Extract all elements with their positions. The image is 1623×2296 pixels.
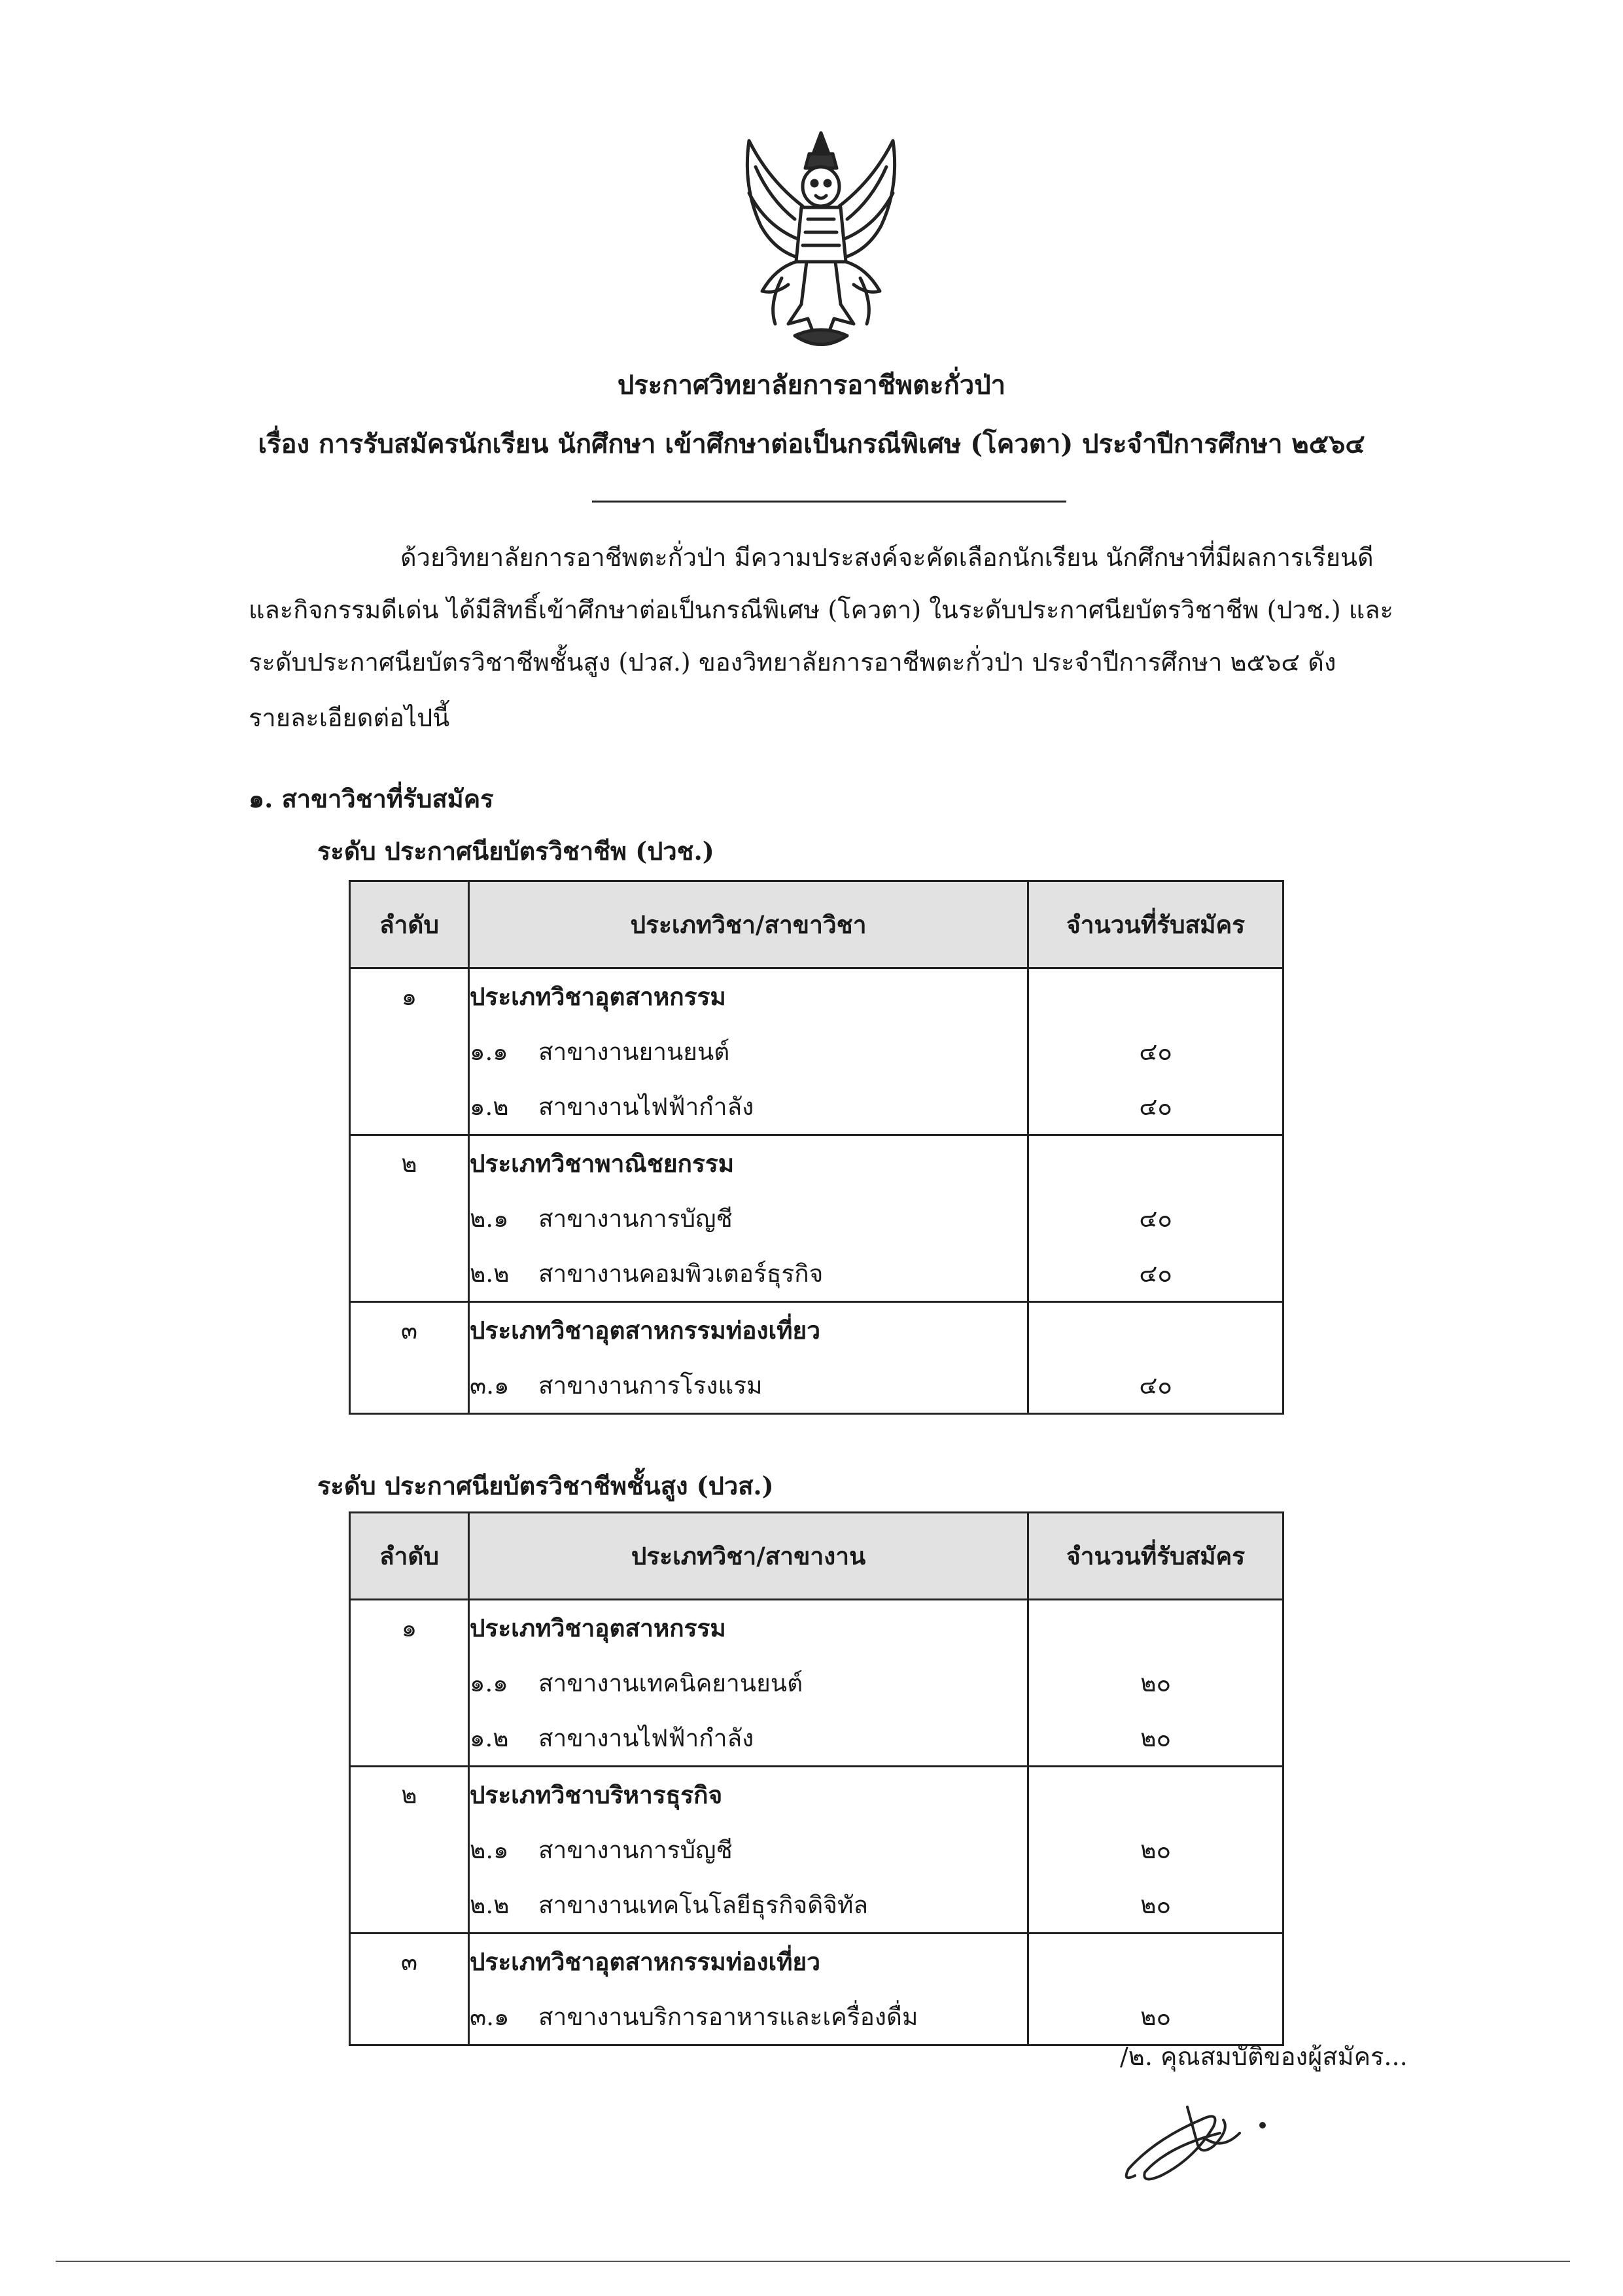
program-cell xyxy=(468,1079,1028,1135)
program-cell xyxy=(468,1655,1028,1710)
intro-line-2: และกิจกรรมดีเด่น ได้มีสิทธิ์เข้าศึกษาต่อเป็นกรณีพิเศษ (โควตา) ในระดับประกาศนียบัตรวิชาชีพ (ปวช.) และ xyxy=(249,595,1393,624)
table-row xyxy=(350,1934,1283,1990)
program-name: สาขางานเทคโนโลยีธุรกิจดิจิทัล xyxy=(538,1890,869,1919)
pvc-quota-table xyxy=(349,880,1284,1415)
program-name: สาขางานยานยนต์ xyxy=(538,1037,730,1066)
garuda-emblem-icon xyxy=(729,128,913,353)
group-number xyxy=(350,1710,469,1767)
count-cell: ๒๐ xyxy=(1028,1877,1283,1934)
table-row xyxy=(350,1246,1283,1302)
table-row xyxy=(350,1302,1283,1358)
table-row xyxy=(350,1767,1283,1823)
pvs-level-heading: ระดับ ประกาศนียบัตรวิชาชีพชั้นสูง (ปวส.) xyxy=(317,1471,774,1500)
page-bottom-rule xyxy=(56,2261,1570,2262)
table-row xyxy=(350,1024,1283,1079)
group-number xyxy=(350,1246,469,1302)
category-name: ประเภทวิชาพาณิชยกรรม xyxy=(468,1135,1028,1192)
category-name: ประเภทวิชาบริหารธุรกิจ xyxy=(468,1767,1028,1823)
pvc-level-heading: ระดับ ประกาศนียบัตรวิชาชีพ (ปวช.) xyxy=(317,836,714,866)
program-cell xyxy=(468,1358,1028,1414)
pvs-quota-table xyxy=(349,1511,1284,2046)
group-number xyxy=(350,1877,469,1934)
section-1-heading: ๑. สาขาวิชาที่รับสมัคร xyxy=(249,784,494,813)
signature-icon xyxy=(1115,2094,1292,2185)
program-name: สาขางานคอมพิวเตอร์ธุรกิจ xyxy=(538,1259,824,1288)
group-number: ๑ xyxy=(350,1600,469,1656)
count-cell xyxy=(1028,1302,1283,1358)
count-cell xyxy=(1028,968,1283,1025)
program-cell xyxy=(468,1191,1028,1246)
table-row xyxy=(350,1191,1283,1246)
program-code: ๑.๑ xyxy=(469,1037,508,1066)
group-number xyxy=(350,1024,469,1079)
program-name: สาขางานเทคนิคยานยนต์ xyxy=(538,1669,803,1697)
intro-line-1: ด้วยวิทยาลัยการอาชีพตะกั่วป่า มีความประสงค์จะคัดเลือกนักเรียน นักศึกษาที่มีผลการเรียนดี xyxy=(400,543,1374,572)
table-row xyxy=(350,1135,1283,1192)
count-cell: ๔๐ xyxy=(1028,1191,1283,1246)
group-number: ๓ xyxy=(350,1302,469,1358)
intro-line-4: รายละเอียดต่อไปนี้ xyxy=(249,703,450,732)
group-number: ๒ xyxy=(350,1135,469,1192)
program-cell xyxy=(468,1246,1028,1302)
program-name: สาขางานการโรงแรม xyxy=(538,1371,763,1400)
table-header-row xyxy=(350,1513,1283,1600)
count-cell: ๔๐ xyxy=(1028,1079,1283,1135)
title-divider xyxy=(592,501,1066,503)
program-cell xyxy=(468,1877,1028,1934)
count-cell: ๒๐ xyxy=(1028,1822,1283,1877)
category-name: ประเภทวิชาอุตสาหกรรม xyxy=(468,968,1028,1025)
group-number xyxy=(350,1822,469,1877)
program-code: ๒.๑ xyxy=(469,1835,509,1864)
program-cell xyxy=(468,1989,1028,2045)
column-header-no: ลำดับ xyxy=(350,1513,469,1600)
count-cell xyxy=(1028,1934,1283,1990)
program-cell xyxy=(468,1822,1028,1877)
program-code: ๒.๑ xyxy=(469,1204,509,1233)
table-row xyxy=(350,1710,1283,1767)
program-name: สาขางานการบัญชี xyxy=(538,1204,733,1233)
column-header-no: ลำดับ xyxy=(350,881,469,968)
continued-next-page: /๒. คุณสมบัติของผู้สมัคร... xyxy=(1120,2042,1408,2071)
program-code: ๓.๑ xyxy=(469,2002,510,2031)
group-number xyxy=(350,1191,469,1246)
column-header-count: จำนวนที่รับสมัคร xyxy=(1028,881,1283,968)
program-cell xyxy=(468,1024,1028,1079)
program-code: ๑.๒ xyxy=(469,1092,509,1121)
count-cell xyxy=(1028,1135,1283,1192)
count-cell: ๒๐ xyxy=(1028,1710,1283,1767)
program-code: ๓.๑ xyxy=(469,1371,510,1400)
program-code: ๒.๒ xyxy=(469,1259,510,1288)
count-cell xyxy=(1028,1767,1283,1823)
table-row xyxy=(350,968,1283,1025)
program-name: สาขางานไฟฟ้ากำลัง xyxy=(538,1723,754,1752)
table-row xyxy=(350,1655,1283,1710)
group-number xyxy=(350,1079,469,1135)
table-row xyxy=(350,1822,1283,1877)
count-cell: ๔๐ xyxy=(1028,1024,1283,1079)
category-name: ประเภทวิชาอุตสาหกรรมท่องเที่ยว xyxy=(468,1302,1028,1358)
announcement-subject: เรื่อง การรับสมัครนักเรียน นักศึกษา เข้าศึกษาต่อเป็นกรณีพิเศษ (โควตา) ประจำปีการศึกษา ๒๕๖๔ xyxy=(258,429,1365,459)
count-cell: ๔๐ xyxy=(1028,1246,1283,1302)
program-code: ๒.๒ xyxy=(469,1890,510,1919)
group-number: ๑ xyxy=(350,968,469,1025)
count-cell: ๔๐ xyxy=(1028,1358,1283,1414)
category-name: ประเภทวิชาอุตสาหกรรม xyxy=(468,1600,1028,1656)
group-number xyxy=(350,1989,469,2045)
group-number xyxy=(350,1358,469,1414)
table-row xyxy=(350,1079,1283,1135)
program-code: ๑.๒ xyxy=(469,1723,509,1752)
column-header-count: จำนวนที่รับสมัคร xyxy=(1028,1513,1283,1600)
intro-line-3: ระดับประกาศนียบัตรวิชาชีพชั้นสูง (ปวส.) ของวิทยาลัยการอาชีพตะกั่วป่า ประจำปีการศึกษา ๒๕๖๔ ดัง xyxy=(249,648,1336,677)
announcement-title: ประกาศวิทยาลัยการอาชีพตะกั่วป่า xyxy=(617,370,1006,400)
program-code: ๑.๑ xyxy=(469,1669,508,1697)
count-cell: ๒๐ xyxy=(1028,1655,1283,1710)
program-cell xyxy=(468,1710,1028,1767)
table-row xyxy=(350,1877,1283,1934)
category-name: ประเภทวิชาอุตสาหกรรมท่องเที่ยว xyxy=(468,1934,1028,1990)
count-cell xyxy=(1028,1600,1283,1656)
group-number: ๓ xyxy=(350,1934,469,1990)
program-name: สาขางานบริการอาหารและเครื่องดื่ม xyxy=(538,2002,918,2031)
group-number: ๒ xyxy=(350,1767,469,1823)
group-number xyxy=(350,1655,469,1710)
table-row xyxy=(350,1358,1283,1414)
column-header-program: ประเภทวิชา/สาขางาน xyxy=(468,1513,1028,1600)
count-cell: ๒๐ xyxy=(1028,1989,1283,2045)
program-name: สาขางานการบัญชี xyxy=(538,1835,733,1864)
table-row xyxy=(350,1600,1283,1656)
table-header-row xyxy=(350,881,1283,968)
column-header-program: ประเภทวิชา/สาขาวิชา xyxy=(468,881,1028,968)
program-name: สาขางานไฟฟ้ากำลัง xyxy=(538,1092,754,1121)
